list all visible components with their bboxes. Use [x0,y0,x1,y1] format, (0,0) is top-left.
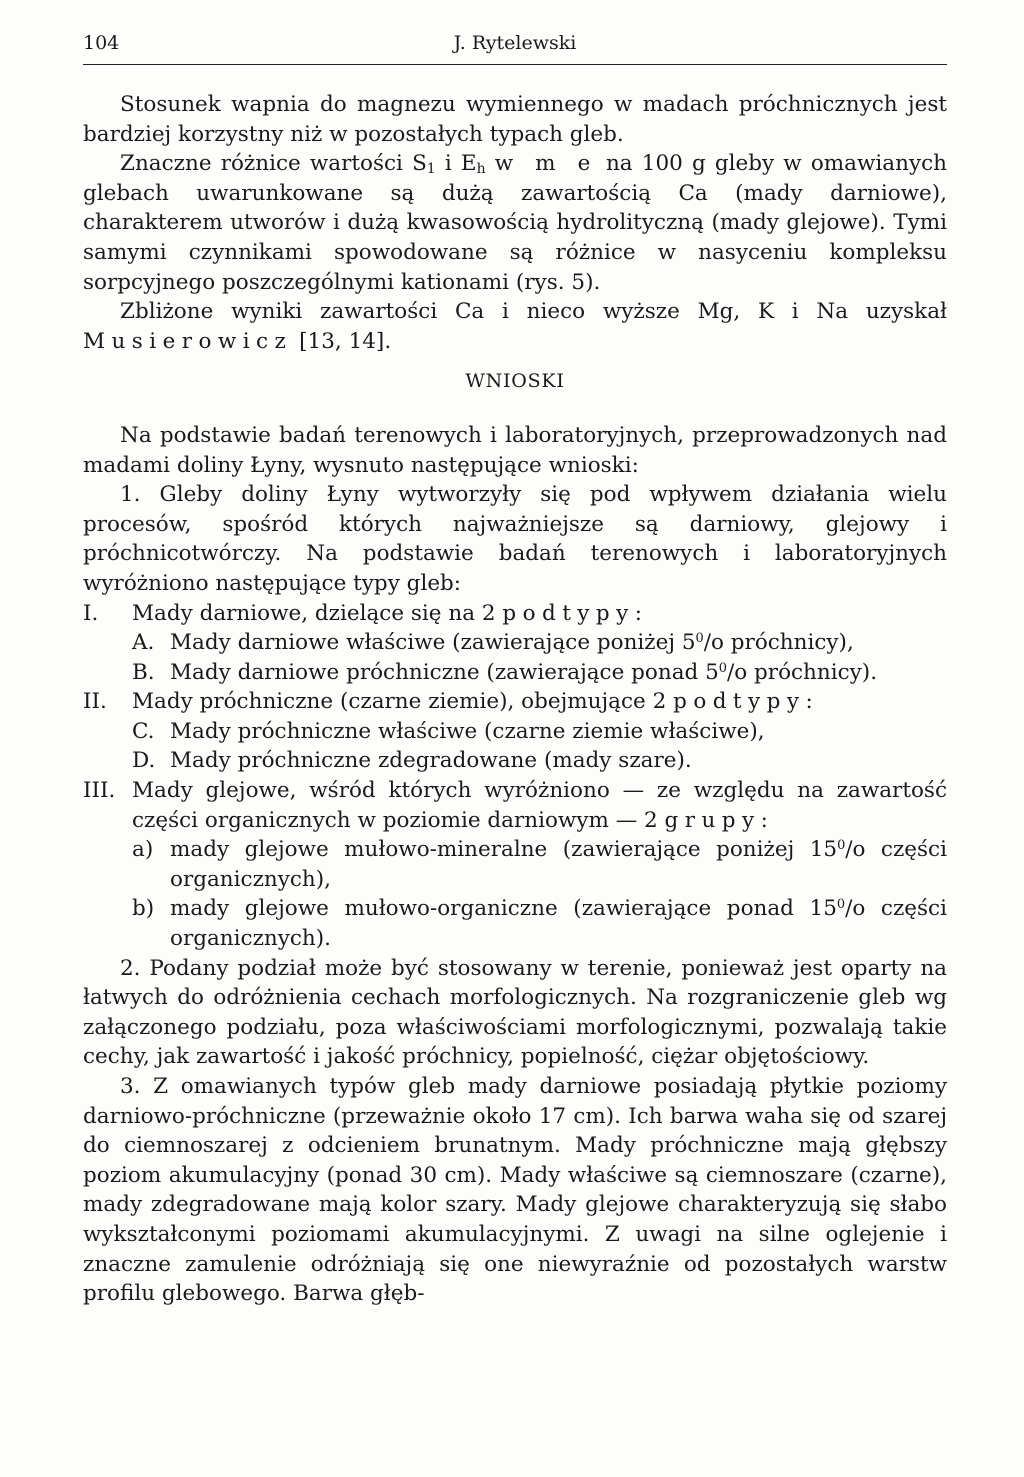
list-item [83,687,947,717]
list-label: C. [132,718,155,744]
paragraph [83,297,947,356]
page-header [83,30,947,60]
spaced-text: grupy [664,807,761,833]
author-name: Musierowicz [83,328,293,354]
list-text: Mady darniowe właściwe (zawierające poniżej $5^0/o$ próchnicy), [170,630,854,656]
superscript: 0 [837,838,846,854]
spaced-text: podtypy [673,689,806,715]
list-label: III. [83,778,116,804]
paragraph: 2. Podany podział może być stosowany w terenie, ponieważ jest oparty na łatwych do odróżnienia cechach morfologicznych. Na rozgraniczenie gleb wg załączonego podziału, poza właściwościami morfologicznymi, pozwalają takie cechy, jak zawartość i jakość próchnicy, popielność, ciężar objętościowy. [83,955,947,1070]
running-head: J. Rytelewski [453,32,577,54]
list-item [83,599,947,629]
subscript: 1 [426,160,436,177]
list-text: Mady darniowe próchniczne (zawierające ponad $5^0/o$ próchnicy). [170,659,878,685]
list-item [83,776,947,835]
text-run: na 100 g gleby w omawianych glebach uwarunkowane są dużą zawartością Ca (mady darniowe), charakterem utworów i dużą kwasowością hydrolityczną (mady glejowe). Tymi samymi czynnikami spowodowane są różnice w nasyceniu kompleksu sorpcyjnego poszczególnymi kationami (rys. 5). [83,151,947,295]
list-label: D. [132,748,156,774]
text-run: Zbliżone wyniki zawartości Ca i nieco wyższe Mg, K i Na uzyskał [120,299,947,325]
superscript: 0 [836,897,846,913]
paragraph: Stosunek wapnia do magnezu wymiennego w madach próchnicznych jest bardziej korzystny niż w pozostałych typach gleb. [83,92,947,147]
list-label: a) [132,837,154,863]
text-run: i E [435,151,477,177]
citation: [13, 14]. [292,328,392,354]
spaced-text: podtypy [502,600,635,626]
spaced-text: w m e [494,151,597,177]
list-text: Mady glejowe, wśród których wyróżniono — ze względu na zawartość części organicznych w poziomie darniowym — 2 grupy: [132,778,947,833]
paragraph: 1. Gleby doliny Łyny wytworzyły się pod wpływem działania wielu procesów, spośród których najważniejsze są darniowy, glejowy i próchnicotwórczy. Na podstawie badań terenowych i laboratoryjnych wyróżniono następujące typy gleb: [83,482,947,596]
subscript: h [476,160,486,177]
list-label: II. [83,689,107,715]
list-text: mady glejowe mułowo-organiczne (zawierające ponad $15^0/o$ części organicznych). [170,896,947,952]
paragraph [83,149,947,297]
paragraph: Na podstawie badań terenowych i laboratoryjnych, przeprowadzonych nad madami doliny Łyny, wysnuto następujące wnioski: [83,422,947,478]
list-label: b) [132,896,155,922]
list-label: I. [83,600,99,626]
list-label: B. [132,659,155,685]
list-item [83,658,947,688]
header-rule [83,64,947,65]
list-text: Mady darniowe, dzielące się na 2 podtypy: [132,600,642,626]
list-item [83,746,947,776]
superscript: 0 [718,660,727,676]
text-run [486,151,495,176]
list-item [83,717,947,747]
list-text: Mady próchniczne (czarne ziemie), obejmujące 2 podtypy: [132,689,813,715]
list-text: Mady próchniczne właściwe (czarne ziemie właściwe), [170,718,765,744]
list-label: A. [132,630,155,656]
page-body [83,90,947,1309]
list-text: mady glejowe mułowo-mineralne (zawierające poniżej $15^0/o$ części organicznych), [170,837,947,892]
list-item [83,894,947,953]
page-number: 104 [83,32,120,54]
list-text: Mady próchniczne zdegradowane (mady szare). [170,748,692,774]
list-item [83,835,947,894]
superscript: 0 [695,631,704,646]
paragraph: 3. Z omawianych typów gleb mady darniowe posiadają płytkie poziomy darniowo-próchniczne (przeważnie około 17 cm). Ich barwa waha się od szarej do ciemnoszarej z odcieniem brunatnym. Mady próchniczne mają głębszy poziom akumulacyjny (ponad 30 cm). Mady właściwe są ciemnoszare (czarne), mady zdegradowane mają kolor szary. Mady glejowe charakteryzują się słabo wykształconymi poziomami akumulacyjnymi. Z uwagi na silne oglejenie i znaczne zamulenie odróżniają się one niewyraźnie od pozostałych warstw profilu glebowego. Barwa głęb- [83,1074,947,1307]
list-item [83,628,947,658]
text-run: Znaczne różnice wartości S [120,151,427,177]
section-heading: WNIOSKI [465,370,565,393]
